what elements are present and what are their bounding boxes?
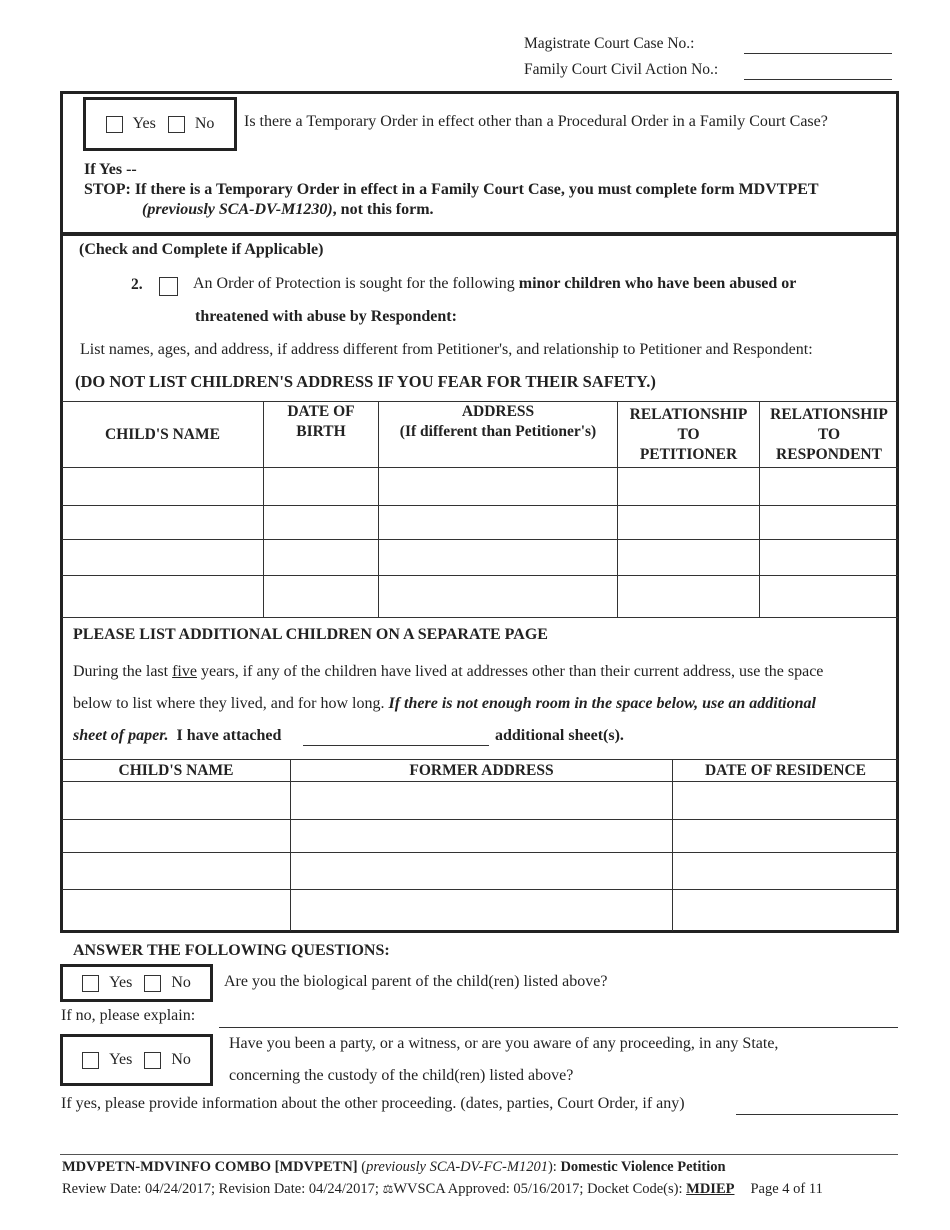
review-dates: Review Date: 04/24/2017; Revision Date: 04/24/2017;	[62, 1181, 383, 1197]
table-cell[interactable]	[62, 540, 264, 576]
table-row	[62, 506, 898, 540]
table-row	[62, 540, 898, 576]
magistrate-case-field[interactable]	[744, 53, 892, 54]
footer-line-1: MDVPETN-MDVINFO COMBO [MDVPETN] (previously SCA-DV-FC-M1201): Domestic Violence Petition	[62, 1159, 726, 1175]
footer-divider	[60, 1154, 898, 1155]
table-cell[interactable]	[264, 576, 379, 618]
table-cell[interactable]	[673, 853, 899, 890]
no-label: No	[171, 974, 191, 991]
previous-form: previously SCA-DV-FC-M1201	[366, 1159, 548, 1175]
col-relationship-petitioner: RELATIONSHIP TO PETITIONER	[618, 402, 760, 468]
footer-line-2	[62, 1181, 823, 1198]
table-cell[interactable]	[291, 853, 673, 890]
form-title: Domestic Violence Petition	[560, 1159, 726, 1175]
attached-sheets-field[interactable]	[303, 745, 489, 746]
table-cell[interactable]	[618, 576, 760, 618]
table-row	[62, 853, 898, 890]
table-cell[interactable]	[673, 890, 899, 931]
col-date-of-residence: DATE OF RESIDENCE	[673, 760, 899, 782]
custody-proceeding-no-checkbox[interactable]	[144, 1052, 161, 1069]
col-childs-name: CHILD'S NAME	[62, 402, 264, 468]
table-row	[62, 576, 898, 618]
additional-children-heading: PLEASE LIST ADDITIONAL CHILDREN ON A SEPARATE PAGE	[73, 626, 548, 643]
col-address: ADDRESS (If different than Petitioner's)	[379, 402, 618, 468]
custody-proceeding-question: Have you been a party, or a witness, or are you aware of any proceeding, in any State,	[229, 1035, 779, 1052]
no-label: No	[171, 1051, 191, 1068]
custody-proceeding-yes-checkbox[interactable]	[82, 1052, 99, 1069]
children-table	[62, 401, 898, 618]
table-cell[interactable]	[379, 576, 618, 618]
table-cell[interactable]	[62, 468, 264, 506]
temp-order-no-checkbox[interactable]	[168, 116, 185, 133]
if-yes-label: If Yes --	[84, 161, 137, 178]
list-instruction: List names, ages, and address, if address different from Petitioner's, and relationship to Petitioner and Respondent:	[80, 341, 813, 358]
additional-sheets-label: additional sheet(s).	[495, 727, 624, 744]
approved-text: WVSCA Approved: 05/16/2017; Docket Code(s):	[393, 1181, 687, 1197]
temp-order-question: Is there a Temporary Order in effect other than a Procedural Order in a Family Court Case?	[244, 113, 828, 130]
table-cell[interactable]	[673, 782, 899, 820]
temp-order-yes-no	[83, 97, 237, 151]
safety-warning: (DO NOT LIST CHILDREN'S ADDRESS IF YOU FEAR FOR THEIR SAFETY.)	[75, 372, 656, 391]
five-underlined: five	[172, 663, 197, 680]
table-cell[interactable]	[291, 820, 673, 853]
item-text: An Order of Protection is sought for the following	[193, 275, 519, 292]
table-cell[interactable]	[264, 506, 379, 540]
magistrate-case-label: Magistrate Court Case No.:	[524, 35, 695, 52]
table-cell[interactable]	[618, 540, 760, 576]
biological-parent-yes-no	[60, 964, 213, 1002]
no-label: No	[194, 115, 215, 132]
previous-form-id: (previously SCA-DV-M1230)	[142, 201, 333, 218]
minor-children-item	[193, 275, 796, 293]
table-cell[interactable]	[62, 853, 291, 890]
table-cell[interactable]	[379, 506, 618, 540]
item-text-bold: minor children who have been abused or	[518, 275, 797, 292]
other-proceeding-label: If yes, please provide information about the other proceeding. (dates, parties, Court Order, if any)	[61, 1095, 685, 1112]
table-cell[interactable]	[62, 576, 264, 618]
table-row	[62, 820, 898, 853]
stop-instruction-cont	[142, 201, 434, 219]
table-cell[interactable]	[291, 782, 673, 820]
table-cell[interactable]	[62, 820, 291, 853]
col-date-of-birth: DATE OF BIRTH	[264, 402, 379, 468]
table-cell[interactable]	[291, 890, 673, 931]
table-cell[interactable]	[264, 468, 379, 506]
explain-field[interactable]	[219, 1027, 898, 1028]
biological-parent-yes-checkbox[interactable]	[82, 975, 99, 992]
table-cell[interactable]	[618, 468, 760, 506]
yes-label: Yes	[109, 1051, 133, 1068]
temp-order-yes-checkbox[interactable]	[106, 116, 123, 133]
custody-proceeding-question-cont: concerning the custody of the child(ren) listed above?	[229, 1067, 574, 1084]
table-cell[interactable]	[760, 540, 899, 576]
biological-parent-no-checkbox[interactable]	[144, 975, 161, 992]
family-court-label: Family Court Civil Action No.:	[524, 61, 719, 78]
check-complete-label: (Check and Complete if Applicable)	[79, 241, 324, 258]
residence-table	[62, 759, 898, 931]
biological-parent-question: Are you the biological parent of the child(ren) listed above?	[224, 973, 608, 990]
table-cell[interactable]	[760, 468, 899, 506]
yes-label: Yes	[132, 115, 156, 132]
questions-heading: ANSWER THE FOLLOWING QUESTIONS:	[73, 942, 390, 959]
table-cell[interactable]	[62, 890, 291, 931]
residence-paragraph-1: During the last five years, if any of the children have lived at addresses other than their current address, use the space	[73, 663, 824, 680]
page-number: Page 4 of 11	[750, 1181, 823, 1197]
col-childs-name: CHILD'S NAME	[62, 760, 291, 782]
table-cell[interactable]	[618, 506, 760, 540]
stop-instruction: STOP: If there is a Temporary Order in effect in a Family Court Case, you must complete form MDVTPET	[84, 181, 819, 198]
table-row	[62, 468, 898, 506]
table-cell[interactable]	[379, 540, 618, 576]
table-row	[62, 782, 898, 820]
item-number: 2.	[131, 276, 143, 293]
stop-tail: , not this form.	[332, 201, 434, 218]
col-relationship-respondent: RELATIONSHIP TO RESPONDENT	[760, 402, 899, 468]
table-cell[interactable]	[379, 468, 618, 506]
yes-label: Yes	[109, 974, 133, 991]
explain-label: If no, please explain:	[61, 1007, 196, 1024]
col-former-address: FORMER ADDRESS	[291, 760, 673, 782]
table-cell[interactable]	[62, 506, 264, 540]
other-proceeding-field[interactable]	[736, 1114, 898, 1115]
custody-proceeding-yes-no	[60, 1034, 213, 1086]
residence-paragraph-3: sheet of paper. I have attached	[73, 727, 282, 744]
table-cell[interactable]	[264, 540, 379, 576]
scales-icon: ⚖	[382, 1182, 394, 1196]
form-id: MDVPETN-MDVINFO COMBO [MDVPETN]	[62, 1159, 358, 1175]
docket-code: MDIEP	[686, 1181, 735, 1197]
section-divider	[60, 232, 899, 236]
family-court-field[interactable]	[744, 79, 892, 80]
item-text-bold-cont: threatened with abuse by Respondent:	[195, 308, 457, 325]
table-row	[62, 890, 898, 931]
table-cell[interactable]	[760, 506, 899, 540]
residence-paragraph-2: below to list where they lived, and for how long. If there is not enough room in the space below, use an additional	[73, 695, 816, 712]
table-cell[interactable]	[62, 782, 291, 820]
table-cell[interactable]	[673, 820, 899, 853]
minor-children-checkbox[interactable]	[159, 277, 178, 296]
table-cell[interactable]	[760, 576, 899, 618]
